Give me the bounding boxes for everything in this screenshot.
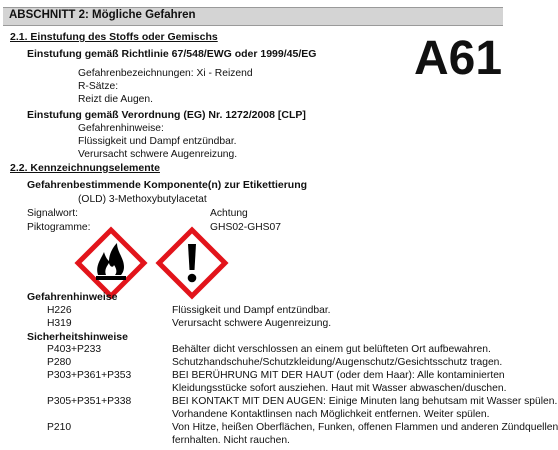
component-name: (OLD) 3-Methoxybutylacetat	[78, 194, 207, 205]
pictograms-label: Piktogramme:	[27, 222, 91, 233]
components-heading: Gefahrenbestimmende Komponente(n) zur Etikettierung	[27, 179, 308, 191]
clp-heading: Einstufung gemäß Verordnung (EG) Nr. 1272/2008 [CLP]	[27, 109, 306, 121]
pictograms-value: GHS02-GHS07	[210, 222, 281, 233]
hazard-text: Verursacht schwere Augenreizung.	[172, 318, 332, 329]
signal-word-label: Signalwort:	[27, 208, 78, 219]
precaution-text: Schutzhandschuhe/Schutzkleidung/Augenschutz/Gesichtsschutz tragen.	[172, 357, 503, 368]
hazard-statements-heading: Gefahrenhinweise	[27, 291, 118, 303]
clp-hazard-1: Flüssigkeit und Dampf entzündbar.	[78, 136, 237, 147]
flame-icon	[76, 228, 146, 298]
precaution-text: BEI BERÜHRUNG MIT DER HAUT (oder dem Haar): Alle kontaminierten	[172, 370, 505, 381]
clp-hazard-2: Verursacht schwere Augenreizung.	[78, 149, 238, 160]
exclamation-icon	[157, 228, 227, 298]
precaution-text-continued: fernhalten. Nicht rauchen.	[172, 435, 290, 446]
eu67-rsatze-label: R-Sätze:	[78, 81, 119, 92]
clp-label: Gefahrenhinweise:	[78, 123, 164, 134]
subsection-2-2-heading: 2.2. Kennzeichnungselemente	[10, 162, 160, 174]
precaution-code: P305+P351+P338	[47, 396, 132, 407]
precaution-code: P303+P361+P353	[47, 370, 132, 381]
precaution-text: Behälter dicht verschlossen an einem gut belüfteten Ort aufbewahren.	[172, 344, 491, 355]
hazard-code: H226	[47, 305, 72, 316]
precaution-text-continued: Vorhandene Kontaktlinsen nach Möglichkeit entfernen. Weiter spülen.	[172, 409, 490, 420]
precaution-code: P280	[47, 357, 72, 368]
precautionary-statements-heading: Sicherheitshinweise	[27, 331, 128, 343]
hazard-code: H319	[47, 318, 72, 329]
product-code: A61	[414, 32, 503, 85]
eu67-designation: Gefahrenbezeichnungen: Xi - Reizend	[78, 68, 253, 79]
precaution-code: P210	[47, 422, 72, 433]
eu67-heading: Einstufung gemäß Richtlinie 67/548/EWG oder 1999/45/EG	[27, 48, 317, 60]
subsection-2-1-heading: 2.1. Einstufung des Stoffs oder Gemischs	[10, 31, 218, 43]
precaution-text: Von Hitze, heißen Oberflächen, Funken, offenen Flammen und anderen Zündquellen	[172, 422, 558, 433]
precaution-text-continued: Kleidungsstücke sofort ausziehen. Haut mit Wasser abwaschen/duschen.	[172, 383, 507, 394]
hazard-text: Flüssigkeit und Dampf entzündbar.	[172, 305, 331, 316]
section-title: ABSCHNITT 2: Mögliche Gefahren	[9, 9, 196, 21]
precaution-text: BEI KONTAKT MIT DEN AUGEN: Einige Minuten lang behutsam mit Wasser spülen.	[172, 396, 558, 407]
eu67-text: Reizt die Augen.	[78, 94, 153, 105]
signal-word-value: Achtung	[210, 208, 248, 219]
precaution-code: P403+P233	[47, 344, 102, 355]
